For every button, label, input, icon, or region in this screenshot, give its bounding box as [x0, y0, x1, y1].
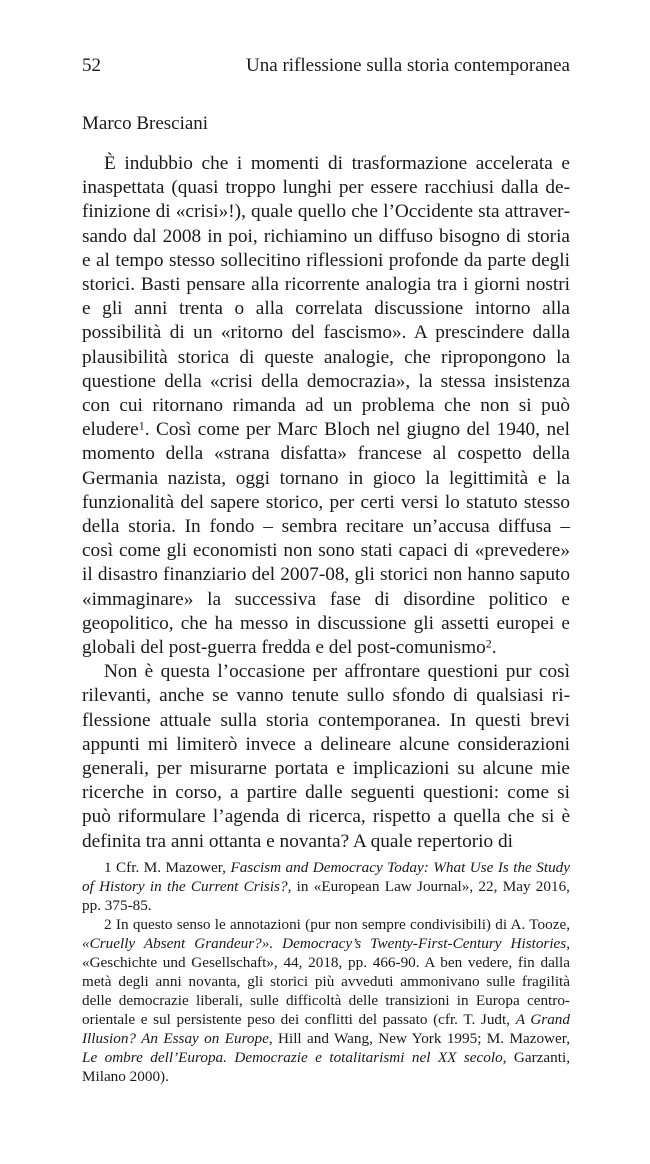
footnote: 1 Cfr. M. Mazower, Fascism and Democracy Today: What Use Is the Study of History in the Current Crisis?, in «European Law Journal», 22, May 2016, pp. 375-85.: [82, 859, 570, 914]
italic-run: Le ombre dell’Europa. Democrazie e totalitarismi nel XX secolo: [82, 1049, 503, 1066]
body-text: [82, 152, 570, 854]
footnote-ref: 2: [485, 636, 492, 651]
page-number: 52: [82, 55, 101, 76]
paragraph: Non è questa l’occasione per affrontare questioni pur così rilevanti, anche se vanno tenute sullo sfondo di qualsiasi riflessione attuale sulla storia contemporanea. In questi brevi appunti mi limiterò invece a delineare alcune considerazioni generali, per misurarne portata e implicazioni su alcune mie ricerche in corso, a partire dalle seguenti questioni: come si può riformulare l’agenda di ricerca, rispetto a quella che si è definita tra anni ottanta e novanta? A quale repertorio di: [82, 661, 570, 852]
italic-run: A Grand Illusion? An Essay on Europe: [82, 1011, 570, 1047]
page-header: [82, 54, 570, 78]
italic-run: «Cruelly Absent Grandeur?». Democracy’s Twenty-First-Century Histories: [82, 935, 567, 952]
footnote-ref: 1: [138, 418, 145, 433]
paragraph: È indubbio che i momenti di trasformazione accelerata e inaspettata (quasi troppo lunghi per essere racchiusi dalla definizione di «crisi»!), quale quello che l’Occidente sta attraversando dal 2008 in poi, richiamino un diffuso bisogno di storia e al tempo stesso sollecitino riflessioni profonde da parte degli storici. Basti pensare alla ricorrente analogia tra i giorni nostri e gli anni trenta o alla correlata discussione intorno alla possibilità di un «ritorno del fascismo». A prescindere dalla plausibilità storica di queste analogie, che ripropongono la questione della «crisi della democrazia», la stessa insistenza con cui ritornano rimanda ad un problema che non si può eludere$^1$. Così come per Marc Bloch nel giugno del 1940, nel momento della «strana disfatta» francese al cospetto della Germania nazista, oggi tornano in gioco la legittimità e la funzionalità del sapere storico, per certi versi lo statuto stesso della storia. In fondo – sembra recitare un’accusa diffusa – così come gli economisti non sono stati capaci di «prevedere» il disastro finanziario del 2007-08, gli storici non hanno saputo «immaginare» la successiva fase di disordine politico e geopolitico, che ha messo in discussione gli assetti europei e globali del post-guerra fredda e del post-comunismo$^2$.: [82, 153, 570, 659]
footnotes: [82, 858, 570, 1086]
running-title: Una riflessione sulla storia contemporanea: [246, 55, 570, 76]
footnote: 2 In questo senso le annotazioni (pur non sempre condivisibili) di A. Tooze, «Cruelly Absent Grandeur?». Democracy’s Twenty-First-Century Histories, «Geschichte und Gesellschaft», 44, 2018, pp. 466-90. A ben vedere, fin dalla metà degli anni novanta, gli storici più avveduti ammonivano sulle fragilità delle democrazie liberali, sulle difficoltà delle transizioni in Europa centro-orientale e sul persistente peso dei conflitti del passato (cfr. T. Judt, A Grand Illusion? An Essay on Europe, Hill and Wang, New York 1995; M. Mazower, Le ombre dell’Europa. Democrazie e totalitarismi nel XX secolo, Garzanti, Milano 2000).: [82, 916, 570, 1085]
author-name: Marco Bresciani: [82, 113, 209, 134]
italic-run: Fascism and Democracy Today: What Use Is the Study of History in the Current Crisis?: [82, 859, 570, 895]
